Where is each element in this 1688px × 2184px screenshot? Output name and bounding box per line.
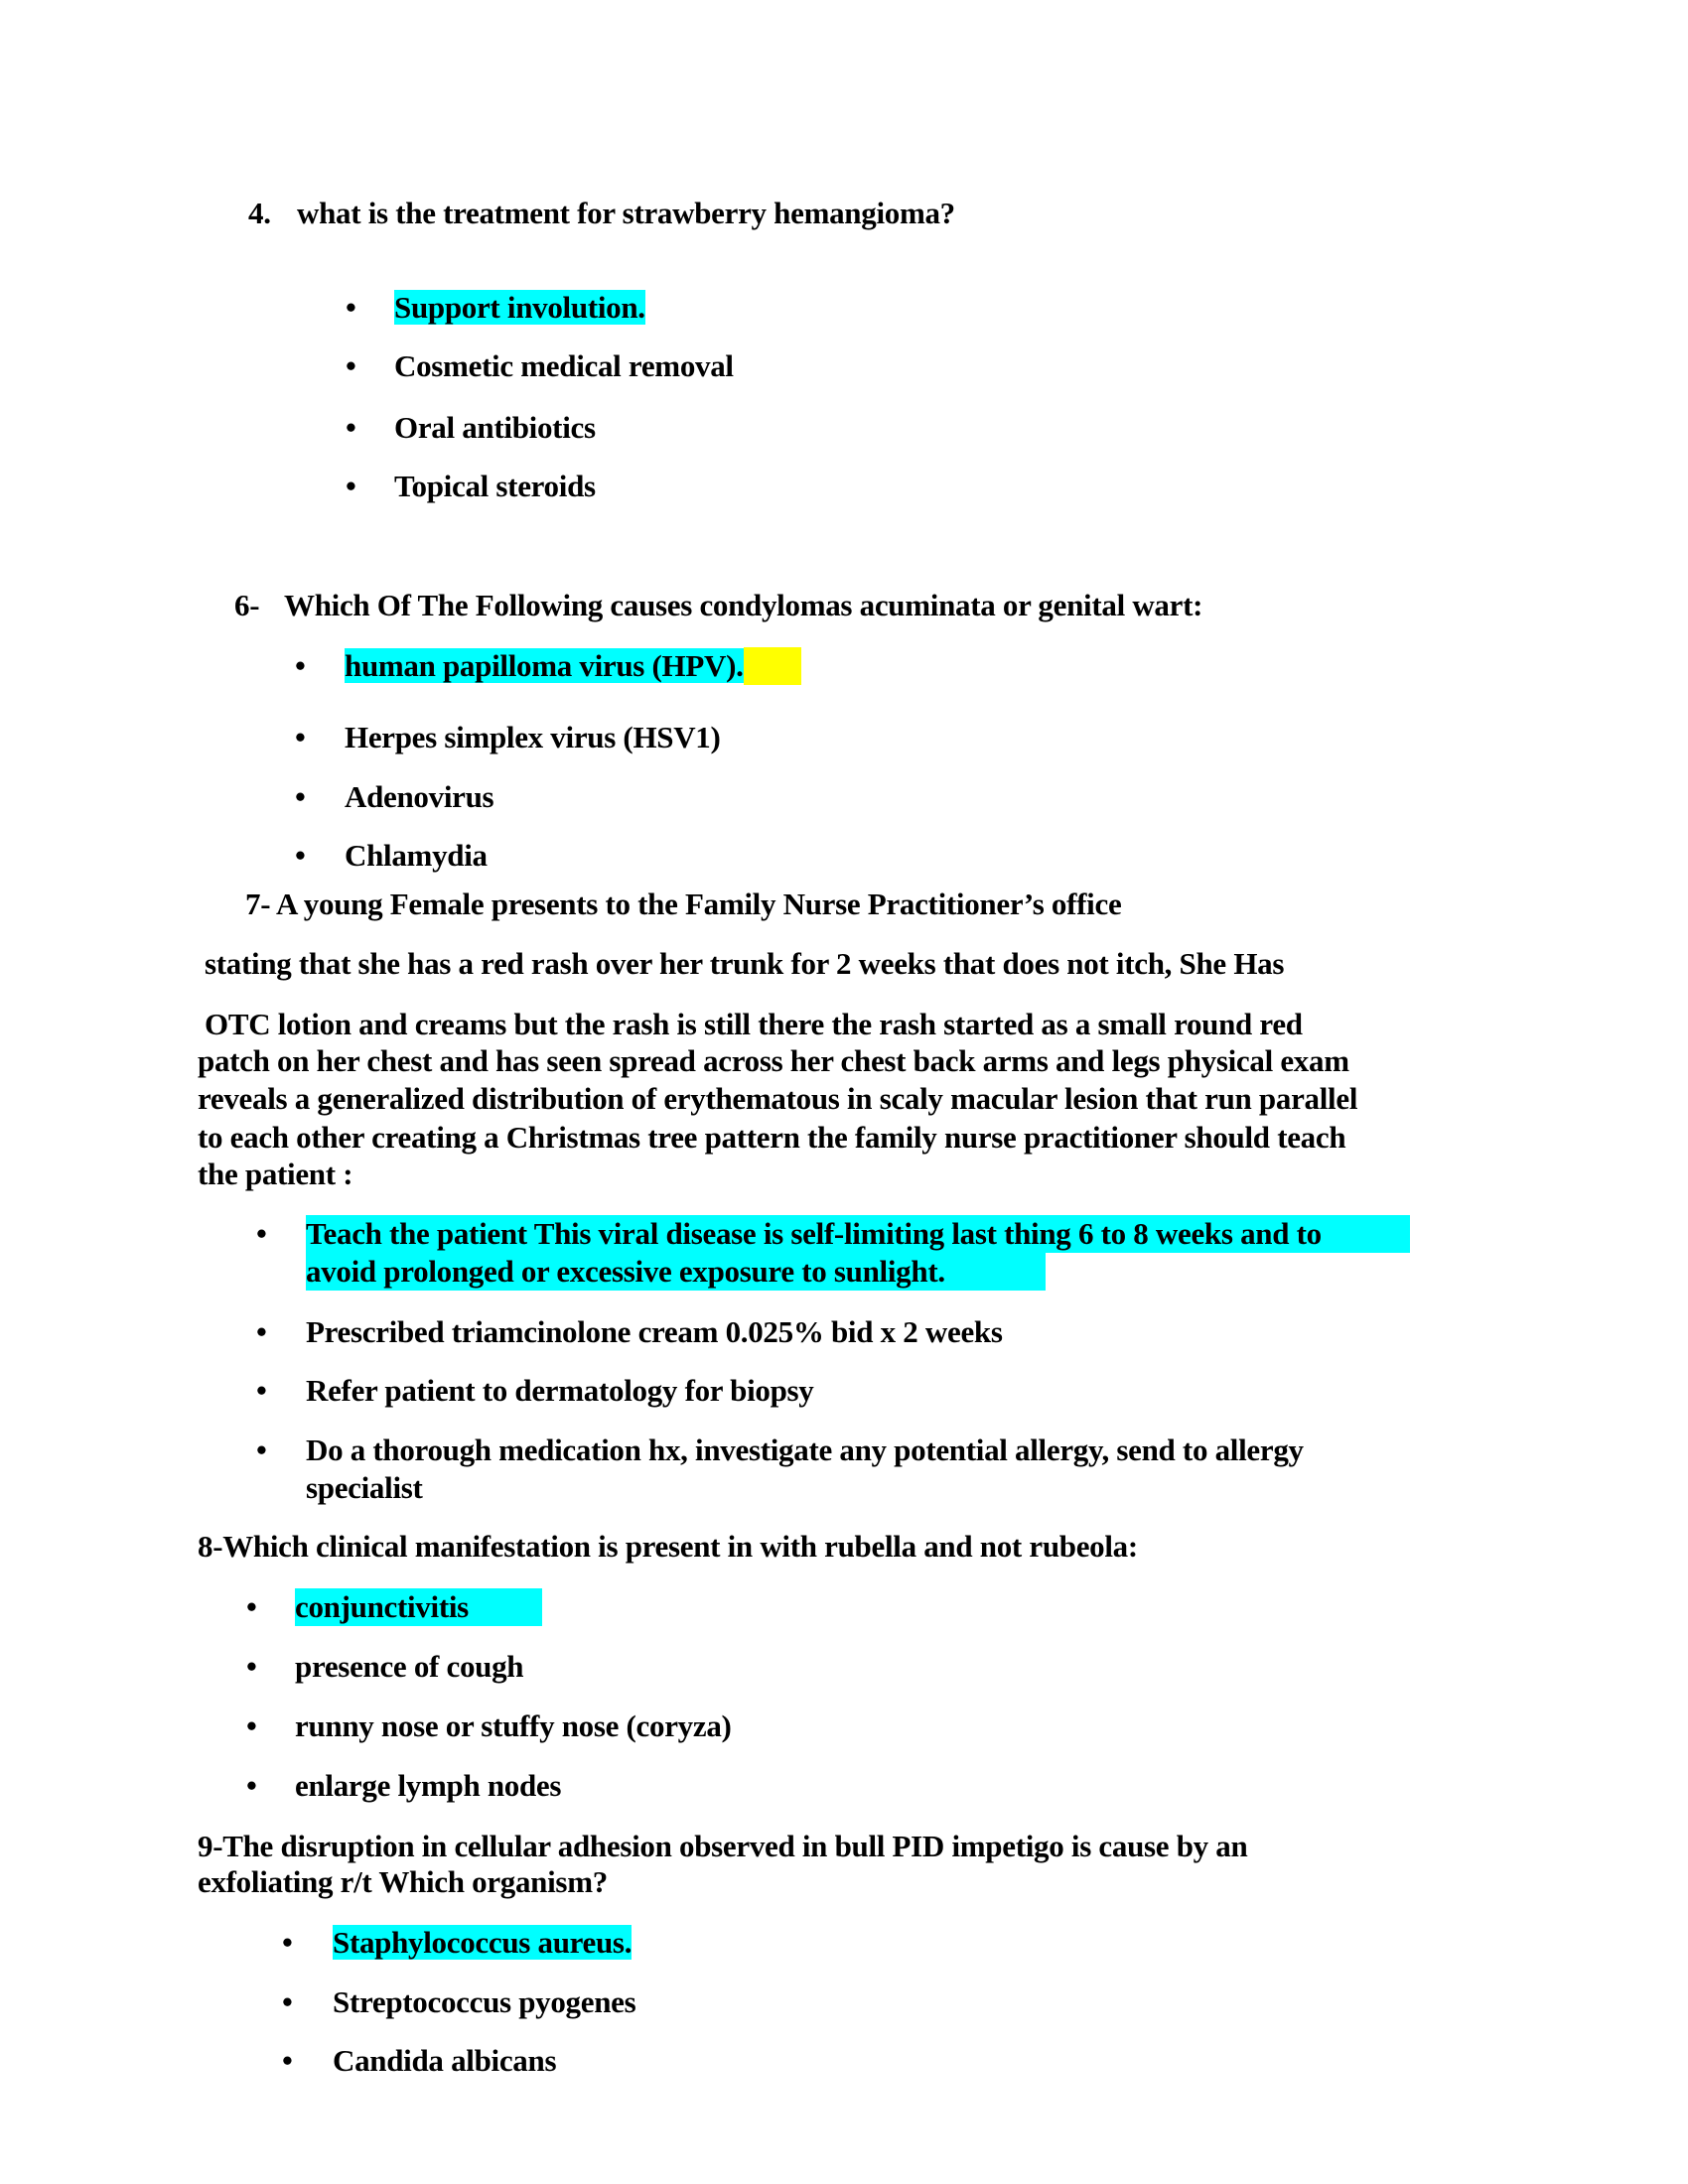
- bullet-icon: •: [295, 779, 306, 814]
- q7-option-4: Do a thorough medication hx, investigate any potential allergy, send to allergy: [306, 1433, 1304, 1467]
- q4-option-2: Cosmetic medical removal: [394, 348, 734, 383]
- bullet-icon: •: [282, 2043, 293, 2078]
- q6-number: 6-: [234, 588, 260, 622]
- q7-option-1-cont: [306, 1253, 1046, 1291]
- bullet-icon: •: [246, 1649, 257, 1684]
- q7-prompt-line: to each other creating a Christmas tree pattern the family nurse practitioner should teach: [198, 1120, 1346, 1155]
- q4-number: 4.: [248, 196, 271, 230]
- q4-option-4: Topical steroids: [394, 469, 596, 503]
- bullet-icon: •: [295, 838, 306, 873]
- q9-prompt-line: exfoliating r/t Which organism?: [198, 1864, 608, 1899]
- highlighted-answer: conjunctivitis: [295, 1588, 542, 1626]
- bullet-icon: •: [295, 648, 306, 683]
- highlighted-answer: human papilloma virus (HPV).: [345, 648, 744, 683]
- q7-option-3: Refer patient to dermatology for biopsy: [306, 1373, 814, 1408]
- bullet-icon: •: [246, 1768, 257, 1803]
- bullet-icon: •: [346, 348, 356, 383]
- bullet-icon: •: [246, 1708, 257, 1743]
- q7-prompt-line: stating that she has a red rash over her trunk for 2 weeks that does not itch, She Has: [205, 946, 1285, 981]
- q8-option-4: enlarge lymph nodes: [295, 1768, 562, 1803]
- q6-prompt: Which Of The Following causes condylomas acuminata or genital wart:: [284, 588, 1203, 622]
- bullet-icon: •: [282, 1925, 293, 1960]
- bullet-icon: •: [282, 1984, 293, 2019]
- q7-prompt-line: patch on her chest and has seen spread across her chest back arms and legs physical exam: [198, 1043, 1349, 1078]
- q7-prompt-line: OTC lotion and creams but the rash is still there the rash started as a small round red: [205, 1007, 1303, 1041]
- q7-prompt-line: the patient :: [198, 1157, 353, 1191]
- bullet-icon: •: [295, 720, 306, 754]
- q9-option-1: [333, 1924, 632, 1962]
- q9-option-2: Streptococcus pyogenes: [333, 1984, 636, 2019]
- highlighted-answer: Teach the patient This viral disease is self-limiting last thing 6 to 8 weeks and to: [306, 1215, 1410, 1253]
- q9-option-3: Candida albicans: [333, 2043, 557, 2078]
- q6-option-2: Herpes simplex virus (HSV1): [345, 720, 721, 754]
- bullet-icon: •: [346, 469, 356, 503]
- yellow-highlight: [744, 647, 801, 685]
- bullet-icon: •: [246, 1589, 257, 1624]
- q7-prompt-line: reveals a generalized distribution of erythematous in scaly macular lesion that run parallel: [198, 1081, 1358, 1116]
- q7-option-4-cont: specialist: [306, 1470, 423, 1505]
- q7-option-2: Prescribed triamcinolone cream 0.025% bid x 2 weeks: [306, 1314, 1003, 1349]
- highlighted-answer: avoid prolonged or excessive exposure to sunlight.: [306, 1253, 1046, 1291]
- q8-prompt: 8-Which clinical manifestation is present in with rubella and not rubeola:: [198, 1529, 1138, 1564]
- bullet-icon: •: [256, 1373, 267, 1408]
- q4-option-3: Oral antibiotics: [394, 410, 596, 445]
- bullet-icon: •: [346, 290, 356, 325]
- q6-option-1: [345, 647, 801, 685]
- highlighted-answer: Staphylococcus aureus.: [333, 1925, 633, 1960]
- q7-option-1: [306, 1215, 1410, 1253]
- bullet-icon: •: [256, 1433, 267, 1467]
- q9-prompt-line: 9-The disruption in cellular adhesion observed in bull PID impetigo is cause by an: [198, 1829, 1248, 1863]
- highlighted-answer: Support involution.: [394, 290, 645, 325]
- q7-prompt-line: 7- A young Female presents to the Family Nurse Practitioner’s office: [245, 887, 1122, 921]
- bullet-icon: •: [346, 410, 356, 445]
- q8-option-1: [295, 1588, 542, 1626]
- q6-option-4: Chlamydia: [345, 838, 488, 873]
- q4-prompt: what is the treatment for strawberry hemangioma?: [297, 196, 955, 230]
- bullet-icon: •: [256, 1314, 267, 1349]
- bullet-icon: •: [256, 1216, 267, 1251]
- q8-option-3: runny nose or stuffy nose (coryza): [295, 1708, 732, 1743]
- q8-option-2: presence of cough: [295, 1649, 524, 1684]
- q6-option-3: Adenovirus: [345, 779, 494, 814]
- q4-option-1: [394, 289, 645, 327]
